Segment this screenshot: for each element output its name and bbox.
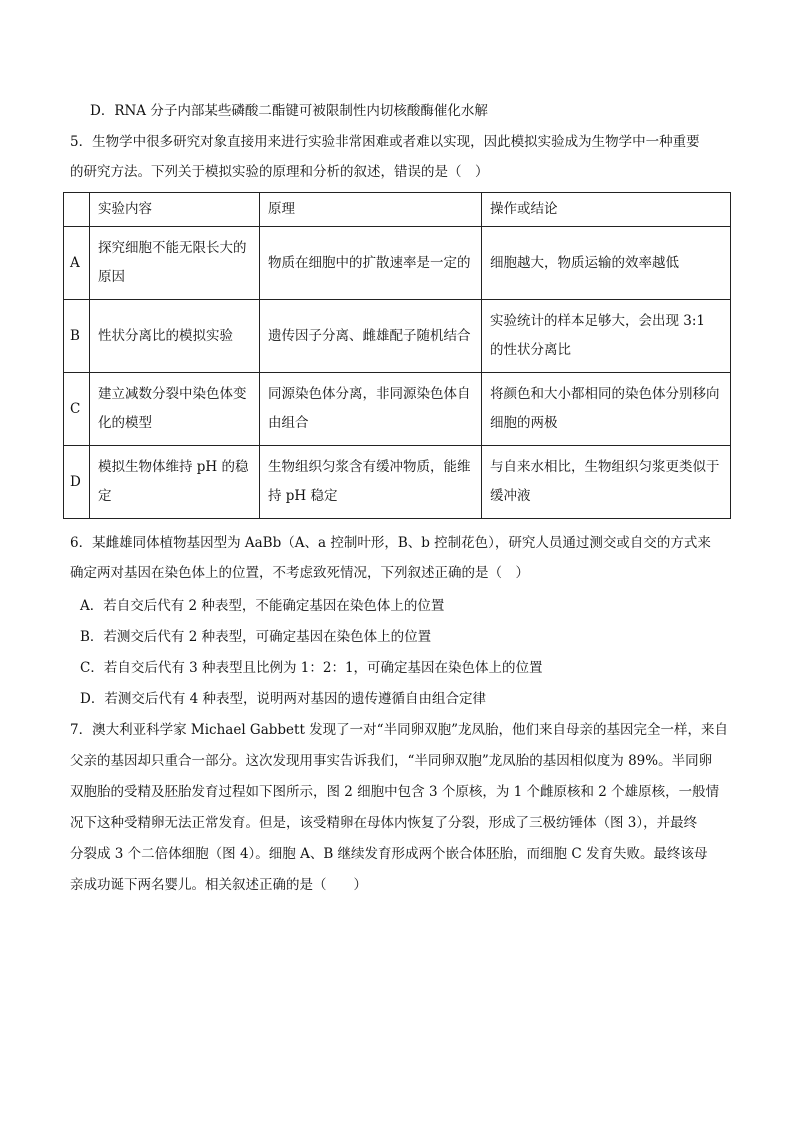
q5-row-conclusion: 将颜色和大小都相同的染色体分别移向细胞的两极	[482, 373, 731, 446]
q5-table-row-a	[64, 227, 731, 300]
q5-table-header-row	[64, 193, 731, 227]
q5-row-letter: C	[64, 373, 90, 446]
q7-line-6: 亲成功诞下两名婴儿。相关叙述正确的是（ ）	[70, 877, 367, 893]
q5-row-conclusion: 实验统计的样本足够大，会出现 3:1 的性状分离比	[482, 300, 731, 373]
q5-row-conclusion: 细胞越大，物质运输的效率越低	[482, 227, 731, 300]
q7-line-4: 况下这种受精卵无法正常发育。但是，该受精卵在母体内恢复了分裂，形成了三极纺锤体（图 3），并最终	[70, 815, 698, 831]
q5-row-content: 性状分离比的模拟实验	[90, 300, 260, 373]
q5-stem-line-2: 的研究方法。下列关于模拟实验的原理和分析的叙述，错误的是（ ）	[70, 164, 489, 180]
q6-option-d: D．若测交后代有 4 种表型，说明两对基因的遗传遵循自由组合定律	[80, 691, 486, 707]
q7-line-5: 分裂成 3 个二倍体细胞（图 4）。细胞 A、B 继续发育形成两个嵌合体胚胎，而细胞 C 发育失败。最终该母	[70, 846, 708, 862]
q5-row-content: 探究细胞不能无限长大的原因	[90, 227, 260, 300]
q5-row-content: 建立减数分裂中染色体变化的模型	[90, 373, 260, 446]
q5-header-conclusion: 操作或结论	[482, 193, 731, 227]
q5-row-principle: 同源染色体分离，非同源染色体自由组合	[260, 373, 482, 446]
q5-header-blank	[64, 193, 90, 227]
q5-row-letter: D	[64, 446, 90, 519]
q5-row-principle: 生物组织匀浆含有缓冲物质，能维持 pH 稳定	[260, 446, 482, 519]
q7-line-2: 父亲的基因却只重合一部分。这次发现用事实告诉我们，“半同卵双胞”龙凤胎的基因相似度为 89%。半同卵	[70, 753, 713, 769]
q5-stem-line-1: 5．生物学中很多研究对象直接用来进行实验非常困难或者难以实现，因此模拟实验成为生物学中一种重要	[70, 134, 700, 150]
q6-option-b: B．若测交后代有 2 种表型，可确定基因在染色体上的位置	[80, 629, 432, 645]
q5-table-row-c	[64, 373, 731, 446]
q7-line-3: 双胞胎的受精及胚胎发育过程如下图所示，图 2 细胞中包含 3 个原核，为 1 个雌原核和 2 个雄原核，一般情	[70, 784, 720, 800]
q5-row-principle: 物质在细胞中的扩散速率是一定的	[260, 227, 482, 300]
q6-option-c: C．若自交后代有 3 种表型且比例为 1：2：1，可确定基因在染色体上的位置	[80, 660, 543, 676]
q5-header-content: 实验内容	[90, 193, 260, 227]
q5-row-content: 模拟生物体维持 pH 的稳定	[90, 446, 260, 519]
q5-table	[63, 192, 731, 519]
q5-header-principle: 原理	[260, 193, 482, 227]
q5-row-principle: 遗传因子分离、雌雄配子随机结合	[260, 300, 482, 373]
q5-row-letter: B	[64, 300, 90, 373]
q5-table-row-d	[64, 446, 731, 519]
q6-stem-line-1: 6．某雌雄同体植物基因型为 AaBb（A、a 控制叶形，B、b 控制花色），研究人员通过测交或自交的方式来	[70, 535, 711, 551]
q6-option-a: A．若自交后代有 2 种表型，不能确定基因在染色体上的位置	[80, 598, 445, 614]
q6-stem-line-2: 确定两对基因在染色体上的位置，不考虑致死情况，下列叙述正确的是（ ）	[70, 565, 529, 581]
q4-option-d: D．RNA 分子内部某些磷酸二酯键可被限制性内切核酸酶催化水解	[90, 103, 488, 119]
q5-row-conclusion: 与自来水相比，生物组织匀浆更类似于缓冲液	[482, 446, 731, 519]
q5-table-row-b	[64, 300, 731, 373]
q5-row-letter: A	[64, 227, 90, 300]
q7-line-1: 7．澳大利亚科学家 Michael Gabbett 发现了一对“半同卵双胞”龙凤胎，他们来自母亲的基因完全一样，来自	[70, 722, 728, 738]
